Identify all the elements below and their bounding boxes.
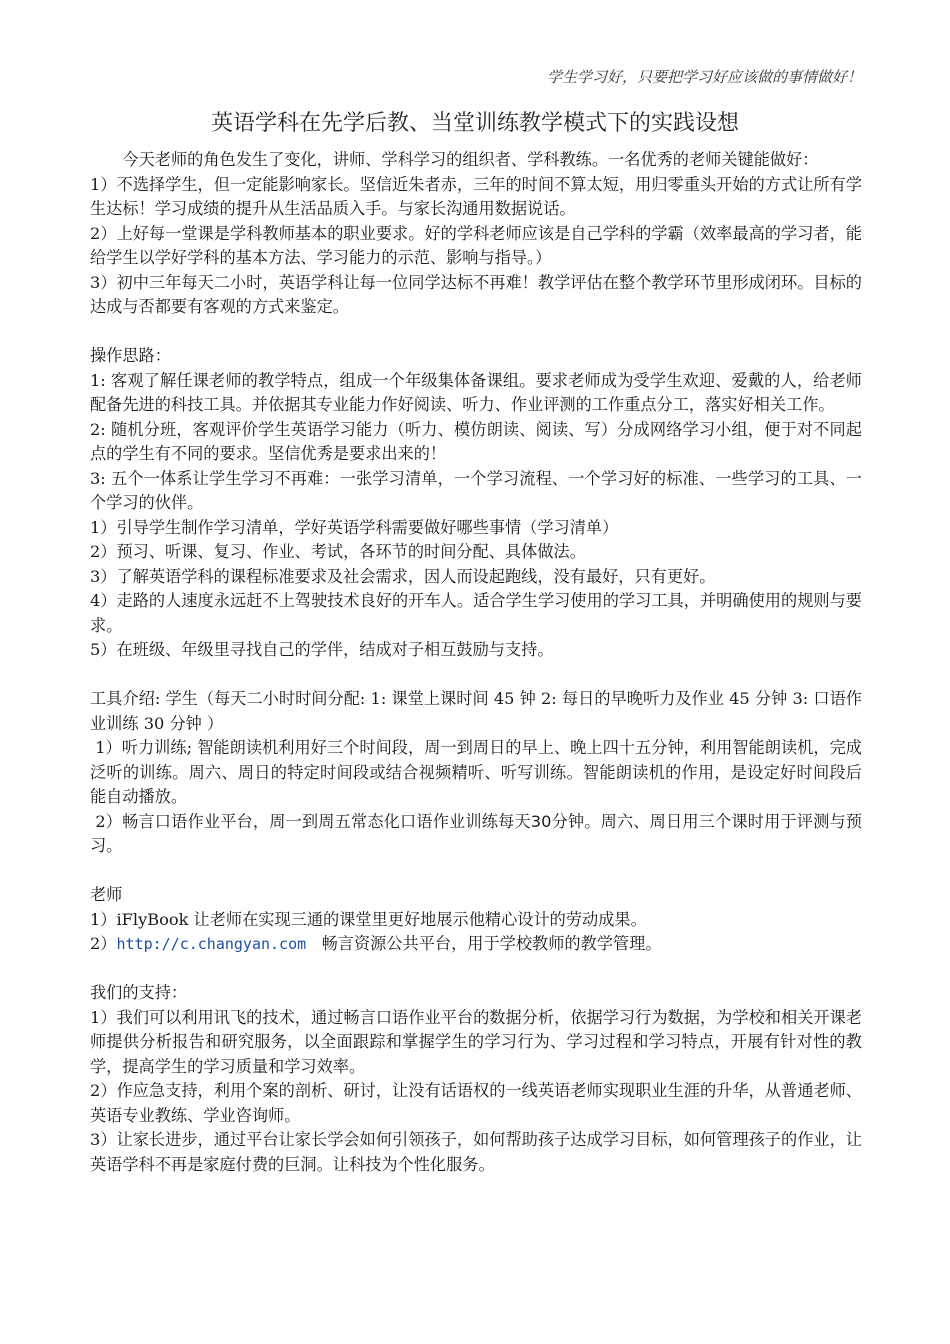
teacher-item-prefix: 2） bbox=[90, 934, 117, 953]
ideas-item: 3）了解英语学科的课程标准要求及社会需求，因人而设起跑线，没有最好，只有更好。 bbox=[90, 566, 716, 586]
ideas-item: 3: 五个一体系让学生学习不再难：一张学习清单，一个学习流程、一个学习好的标准、一些学习的工具、一个学习的伙伴。 bbox=[90, 468, 862, 512]
tools-item bbox=[90, 736, 862, 810]
ideas-item: 4）走路的人速度永远赶不上驾驶技术良好的开车人。适合学生学习使用的学习工具，并明确使用的规则与要求。 bbox=[90, 591, 862, 635]
tools-item-text: 2）畅言口语作业平台，周一到周五常态化口语作业训练每天 bbox=[95, 811, 531, 831]
ideas-heading: 操作思路： bbox=[90, 346, 171, 365]
paragraph-gap bbox=[90, 320, 862, 345]
tools-heading: 工具介绍: 学生（每天二小时时间分配: 1: 课堂上课时间 45 钟 2: 每日的早晚听力及作业 45 分钟 3: 口语作业训练 30 分钟 ） bbox=[90, 689, 862, 733]
tools-item-text: 分钟。周六、周日用三个课时用于评测与预习。 bbox=[90, 811, 862, 855]
page-title: 英语学科在先学后教、当堂训练教学模式下的实践设想 bbox=[210, 111, 739, 136]
platform-link[interactable]: http://c.changyan.com bbox=[116, 935, 307, 953]
paragraph-gap bbox=[90, 663, 862, 688]
header-note: 学生学习好，只要把学习好应该做的事情做好！ bbox=[546, 68, 862, 86]
support-item: 1）我们可以利用讯飞的技术，通过畅言口语作业平台的数据分析，依据学习行为数据，为学校和相关开课老师提供分析报告和研究服务，以全面跟踪和掌握学生的学习行为、学习过程和学习特点，开展有针对性的教学，提高学生的学习质量和学习效率。 bbox=[90, 1007, 862, 1076]
ideas-item: 5）在班级、年级里寻找自己的学伴，结成对子相互鼓励与支持。 bbox=[90, 640, 554, 659]
support-item: 2）作应急支持，利用个案的剖析、研讨，让没有话语权的一线英语老师实现职业生涯的升华，从普通老师、英语专业教练、学业咨询师。 bbox=[90, 1081, 862, 1125]
teacher-heading: 老师 bbox=[90, 885, 123, 904]
teacher-item bbox=[90, 932, 862, 957]
teacher-item-text: 畅言资源公共平台，用于学校教师的教学管理。 bbox=[321, 934, 662, 953]
ideas-item: 2）预习、听课、复习、作业、考试，各环节的时间分配、具体做法。 bbox=[90, 542, 586, 561]
teacher-item: 1）iFlyBook 让老师在实现三通的课堂里更好地展示他精心设计的劳动成果。 bbox=[90, 909, 647, 929]
document-body bbox=[90, 148, 862, 1177]
ideas-item: 1）引导学生制作学习清单，学好英语学科需要做好哪些事情（学习清单） bbox=[90, 517, 619, 537]
intro-item: 1）不选择学生，但一定能影响家长。坚信近朱者赤，三年的时间不算太短，用归零重头开始的方式让所有学生达标！学习成绩的提升从生活品质入手。与家长沟通用数据说话。 bbox=[90, 174, 862, 218]
tools-item bbox=[90, 810, 862, 859]
tools-item-number: 30 bbox=[530, 811, 552, 831]
ideas-item: 2: 随机分班，客观评价学生英语学习能力（听力、模仿朗读、阅读、写）分成网络学习小组，便于对不同起点的学生有不同的要求。坚信优秀是要求出来的！ bbox=[90, 419, 862, 463]
intro-item: 3）初中三年每天二小时，英语学科让每一位同学达标不再难！教学评估在整个教学环节里形成闭环。目标的达成与否都要有客观的方式来鉴定。 bbox=[90, 272, 862, 316]
support-item: 3）让家长进步，通过平台让家长学会如何引领孩子，如何帮助孩子达成学习目标，如何管理孩子的作业，让英语学科不再是家庭付费的巨洞。让科技为个性化服务。 bbox=[90, 1130, 862, 1174]
tools-item-text: 1）听力训练; 智能朗读机利用好三个时间段，周一到周日的早上、晚上四十五分钟，利用智能朗读机，完成泛听的训练。周六、周日的特定时间段或结合视频精听、听写训练。智能朗读机的作用，是设定好时间段后能自动播放。 bbox=[90, 738, 862, 806]
intro-lead: 今天老师的角色发生了变化，讲师、学科学习的组织者、学科教练。一名优秀的老师关键能做好： bbox=[122, 150, 819, 169]
paragraph-gap bbox=[90, 957, 862, 982]
ideas-item: 1: 客观了解任课老师的教学特点，组成一个年级集体备课组。要求老师成为受学生欢迎、爱戴的人，给老师配备先进的科技工具。并依据其专业能力作好阅读、听力、作业评测的工作重点分工，落实好相关工作。 bbox=[90, 370, 862, 414]
intro-item: 2）上好每一堂课是学科教师基本的职业要求。好的学科老师应该是自己学科的学霸（效率最高的学习者，能给学生以学好学科的基本方法、学习能力的示范、影响与指导。） bbox=[90, 223, 862, 267]
support-heading: 我们的支持： bbox=[90, 983, 188, 1002]
paragraph-gap bbox=[90, 859, 862, 884]
